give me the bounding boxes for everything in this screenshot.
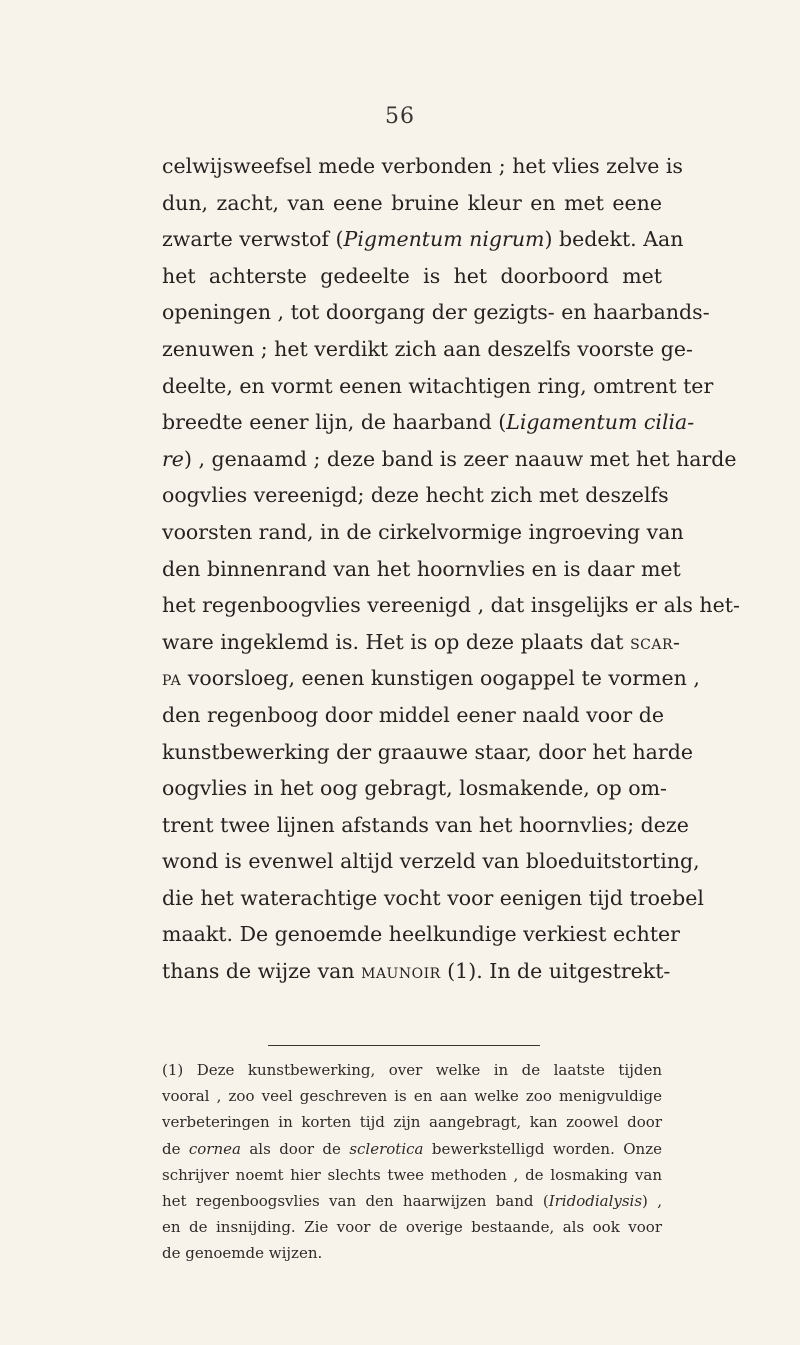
body-line: die het waterachtige vocht voor eenigen tijd troebel — [162, 885, 704, 910]
body-line: den regenboog door middel eener naald voor de — [162, 702, 664, 727]
body-line: zenuwen ; het verdikt zich aan deszelfs voorste ge- — [162, 336, 693, 361]
body-line: voorsten rand, in de cirkelvormige ingroeving van — [162, 519, 684, 544]
body-line: den binnenrand van het hoornvlies en is daar met — [162, 556, 681, 581]
footnote-line: schrijver noemt hier slechts twee methoden , de losmaking van — [162, 1165, 662, 1184]
body-line: dun, zacht, van eene bruine kleur en met eene — [162, 190, 662, 215]
body-line: trent twee lijnen afstands van het hoornvlies; deze — [162, 812, 689, 837]
body-line: re) , genaamd ; deze band is zeer naauw met het harde — [162, 446, 737, 471]
body-line: oogvlies in het oog gebragt, losmakende, op om- — [162, 776, 667, 801]
body-line: celwijsweefsel mede verbonden ; het vlies zelve is — [162, 154, 683, 178]
body-line: wond is evenwel altijd verzeld van bloeduitstorting, — [162, 849, 700, 874]
body-line: openingen , tot doorgang der gezigts- en haarbands- — [162, 300, 710, 325]
body-line: ware ingeklemd is. Het is op deze plaats dat scar- — [162, 629, 681, 654]
body-line: pa voorsloeg, eenen kunstigen oogappel te vormen , — [162, 666, 700, 691]
footnote-line: en de insnijding. Zie voor de overige bestaande, als ook voor — [162, 1218, 662, 1237]
footnote-rule — [268, 1045, 540, 1046]
footnote-line: (1) Deze kunstbewerking, over welke in de laatste tijden — [162, 1061, 662, 1079]
body-line: het achterste gedeelte is het doorboord met — [162, 263, 662, 288]
footnote-line: de cornea als door de sclerotica bewerkstelligd worden. Onze — [162, 1139, 662, 1158]
body-line: thans de wijze van maunoir (1). In de uitgestrekt- — [162, 959, 671, 984]
footnote — [162, 1057, 662, 1267]
body-line: maakt. De genoemde heelkundige verkiest echter — [162, 922, 680, 947]
page-number: 56 — [385, 104, 415, 129]
body-line: deelte, en vormt eenen witachtigen ring, omtrent ter — [162, 373, 714, 398]
body-line: het regenboogvlies vereenigd , dat insgelijks er als het- — [162, 593, 740, 618]
body-line: breedte eener lijn, de haarband (Ligamentum cilia- — [162, 410, 695, 435]
body-line: zwarte verwstof (Pigmentum nigrum) bedekt. Aan — [162, 227, 684, 252]
footnote-line: het regenboogsvlies van den haarwijzen band (Iridodialysis) , — [162, 1191, 663, 1210]
body-line: kunstbewerking der graauwe staar, door het harde — [162, 739, 693, 764]
footnote-line: verbeteringen in korten tijd zijn aangebragt, kan zoowel door — [162, 1113, 662, 1132]
footnote-line: vooral , zoo veel geschreven is en aan welke zoo menigvuldige — [162, 1087, 662, 1106]
footnote-line: de genoemde wijzen. — [162, 1244, 323, 1263]
body-text — [162, 148, 740, 990]
body-line: oogvlies vereenigd; deze hecht zich met deszelfs — [162, 483, 669, 508]
